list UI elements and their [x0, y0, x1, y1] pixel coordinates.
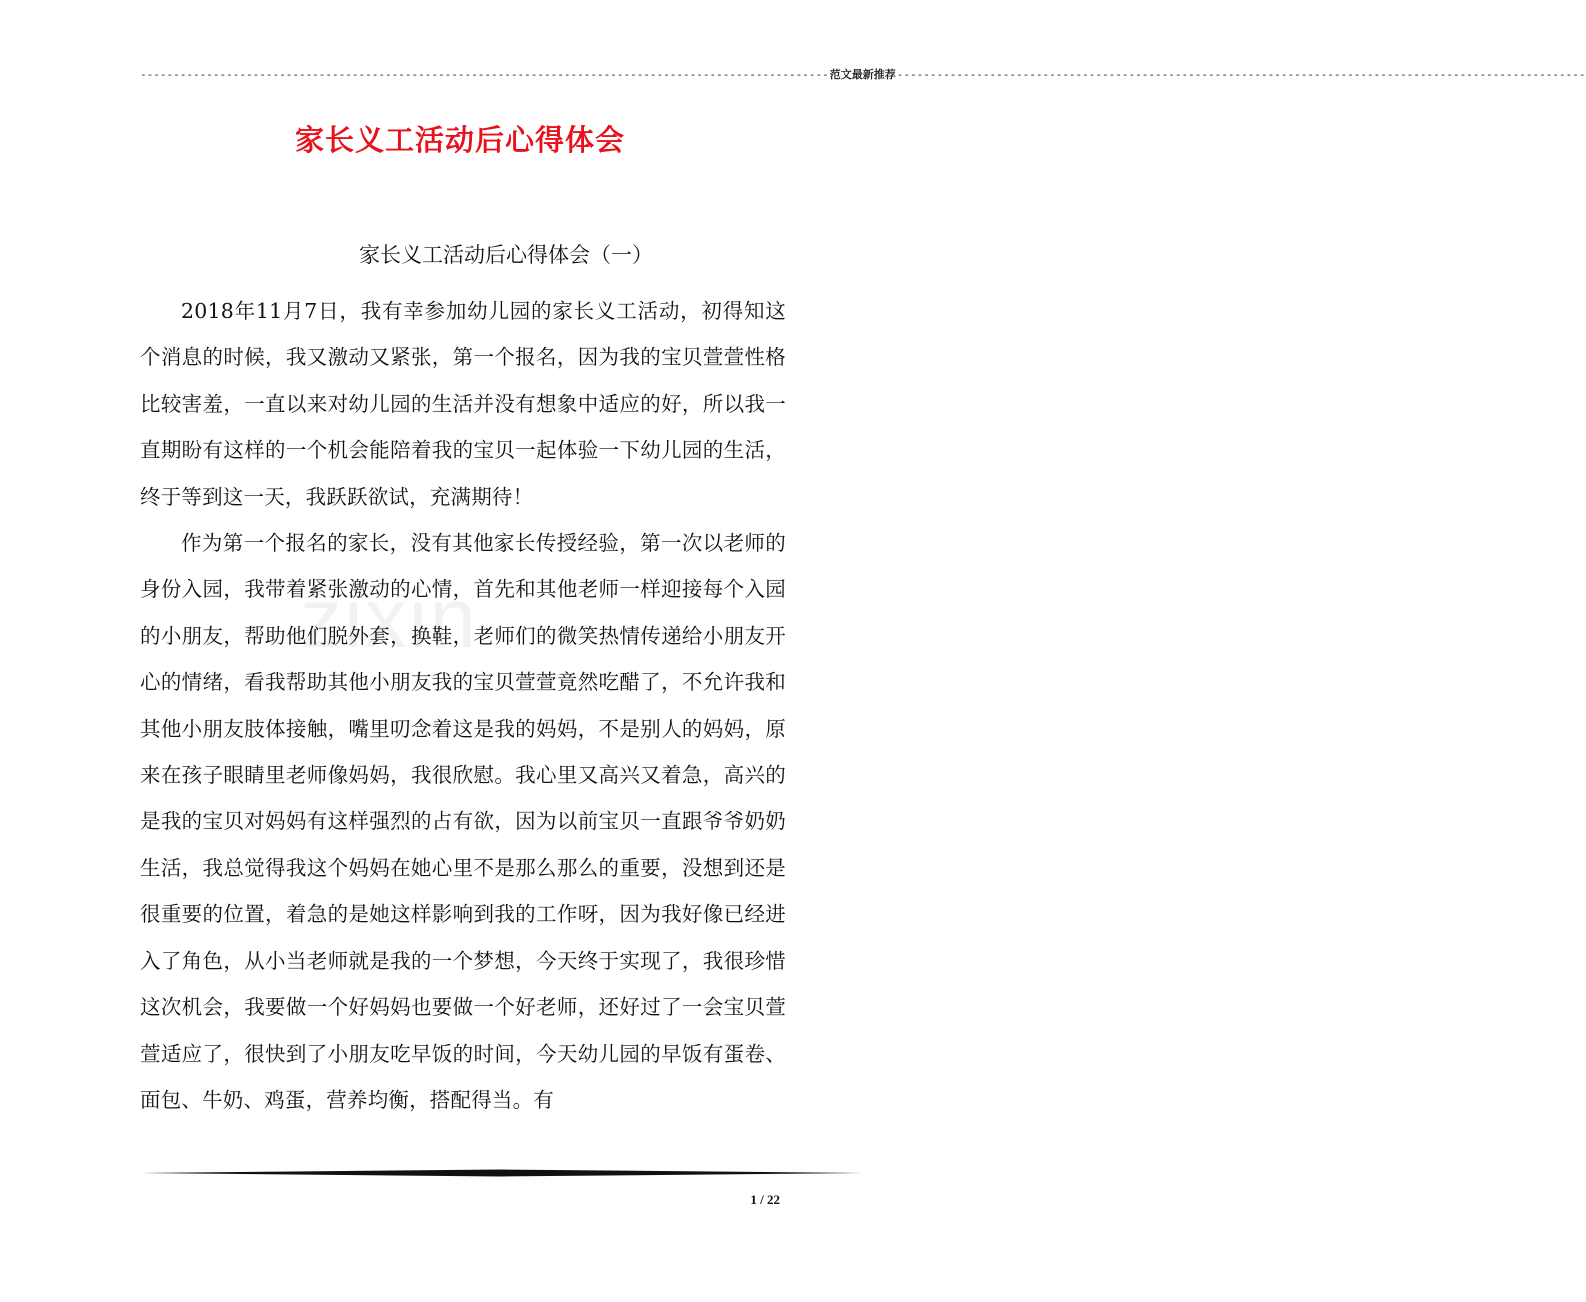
footer-rule — [140, 1169, 863, 1177]
paragraph: 作为第一个报名的家长，没有其他家长传授经验，第一次以老师的身份入园，我带着紧张激动的心情，首先和其他老师一样迎接每个入园的小朋友，帮助他们脱外套，换鞋，老师们的微笑热情传递给小朋友开心的情绪，看我帮助其他小朋友我的宝贝萱萱竟然吃醋了，不允许我和其他小朋友肢体接触，嘴里叨念着这是我的妈妈，不是别人的妈妈，原来在孩子眼睛里老师像妈妈，我很欣慰。我心里又高兴又着急，高兴的是我的宝贝对妈妈有这样强烈的占有欲，因为以前宝贝一直跟爷爷奶奶生活，我总觉得我这个妈妈在她心里不是那么那么的重要，没想到还是很重要的位置，着急的是她这样影响到我的工作呀，因为我好像已经进入了角色，从小当老师就是我的一个梦想，今天终于实现了，我很珍惜这次机会，我要做一个好妈妈也要做一个好老师，还好过了一会宝贝萱萱适应了，很快到了小朋友吃早饭的时间，今天幼儿园的早饭有蛋卷、面包、牛奶、鸡蛋，营养均衡，搭配得当。有 — [140, 531, 786, 1112]
header-dash-right: -------------------------------------------------------------------------------------------------------- — [896, 68, 1586, 81]
header-dash-left: -------------------------------------------------------------------------------------------------------- — [140, 68, 829, 81]
page-number: 1 / 22 — [750, 1192, 780, 1207]
page-header — [140, 68, 1586, 82]
header-label: 范文最新推荐 — [829, 68, 896, 81]
paragraph: 2018年11月7日，我有幸参加幼儿园的家长义工活动，初得知这个消息的时候，我又激动又紧张，第一个报名，因为我的宝贝萱萱性格比较害羞，一直以来对幼儿园的生活并没有想象中适应的好，所以我一直期盼有这样的一个机会能陪着我的宝贝一起体验一下幼儿园的生活，终于等到这一天，我跃跃欲试，充满期待！ — [140, 299, 786, 509]
body-text — [140, 288, 786, 1123]
watermark: zixin — [300, 571, 479, 665]
document-title: 家长义工活动后心得体会 — [294, 123, 625, 157]
section-heading: 家长义工活动后心得体会（一） — [359, 243, 653, 267]
